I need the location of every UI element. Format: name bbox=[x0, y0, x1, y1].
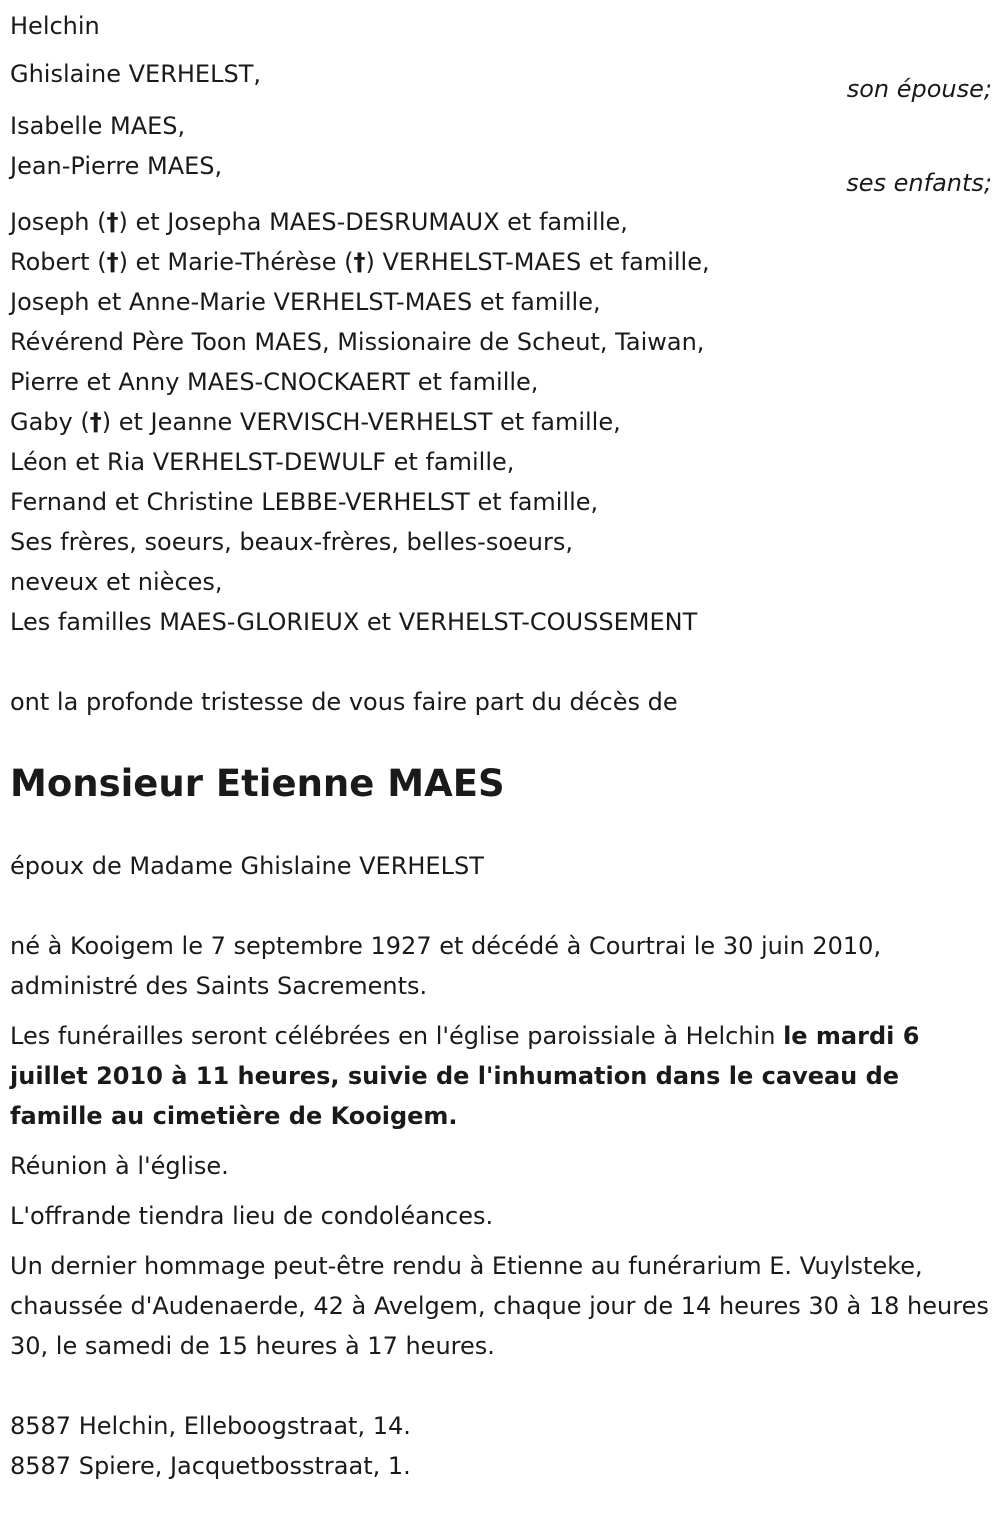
family-line: Révérend Père Toon MAES, Missionaire de Scheut, Taiwan, bbox=[10, 328, 705, 356]
address-line: 8587 Spiere, Jacquetbosstraat, 1. bbox=[10, 1452, 411, 1480]
family-line: Fernand et Christine LEBBE-VERHELST et famille, bbox=[10, 488, 599, 516]
family-line: neveux et nièces, bbox=[10, 568, 223, 596]
family-line: Robert (†) et Marie-Thérèse (†) VERHELST-MAES et famille, bbox=[10, 248, 710, 276]
funeral-details: le mardi 6 juillet 2010 à 11 heures, suivie de l'inhumation dans le caveau de famille au cimetière de Kooigem. bbox=[10, 1022, 920, 1130]
family-list bbox=[10, 202, 992, 642]
cross-icon: † bbox=[106, 248, 119, 276]
offering-text: L'offrande tiendra lieu de condoléances. bbox=[10, 1202, 494, 1230]
birth-death-text: né à Kooigem le 7 septembre 1927 et décédé à Courtrai le 30 juin 2010, administré des Saints Sacrements. bbox=[10, 932, 882, 1000]
meeting-text: Réunion à l'église. bbox=[10, 1152, 229, 1180]
children-role: ses enfants; bbox=[846, 169, 992, 197]
address-line: 8587 Helchin, Elleboogstraat, 14. bbox=[10, 1412, 411, 1440]
family-line: Gaby (†) et Jeanne VERVISCH-VERHELST et famille, bbox=[10, 408, 621, 436]
obituary-document bbox=[10, 6, 992, 1486]
announcement-text: ont la profonde tristesse de vous faire part du décès de bbox=[10, 688, 678, 716]
family-line: Léon et Ria VERHELST-DEWULF et famille, bbox=[10, 448, 515, 476]
cross-icon: † bbox=[106, 208, 119, 236]
tribute-text: Un dernier hommage peut-être rendu à Etienne au funérarium E. Vuylsteke, chaussée d'Audenaerde, 42 à Avelgem, chaque jour de 14 heures 30 à 18 heures 30, le samedi de 15 heures à 17 heures. bbox=[10, 1252, 989, 1360]
family-line: Joseph et Anne-Marie VERHELST-MAES et famille, bbox=[10, 288, 601, 316]
family-line: Pierre et Anny MAES-CNOCKAERT et famille, bbox=[10, 368, 539, 396]
family-line: Ses frères, soeurs, beaux-frères, belles-soeurs, bbox=[10, 528, 573, 556]
deceased-name: Monsieur Etienne MAES bbox=[10, 762, 505, 805]
spouse-role: son épouse; bbox=[846, 75, 992, 103]
cross-icon: † bbox=[89, 408, 102, 436]
child-name: Jean-Pierre MAES, bbox=[10, 152, 223, 180]
family-line: Joseph (†) et Josepha MAES-DESRUMAUX et famille, bbox=[10, 208, 628, 236]
child-name: Isabelle MAES, bbox=[10, 112, 186, 140]
spouse-of-text: époux de Madame Ghislaine VERHELST bbox=[10, 852, 484, 880]
funeral-text: Les funérailles seront célébrées en l'église paroissiale à Helchin le mardi 6 juillet 2010 à 11 heures, suivie de l'inhumation dans le caveau de famille au cimetière de Kooigem. bbox=[10, 1022, 920, 1130]
place-heading: Helchin bbox=[10, 12, 100, 40]
spouse-name: Ghislaine VERHELST, bbox=[10, 60, 261, 88]
cross-icon: † bbox=[353, 248, 366, 276]
family-line: Les familles MAES-GLORIEUX et VERHELST-COUSSEMENT bbox=[10, 608, 698, 636]
